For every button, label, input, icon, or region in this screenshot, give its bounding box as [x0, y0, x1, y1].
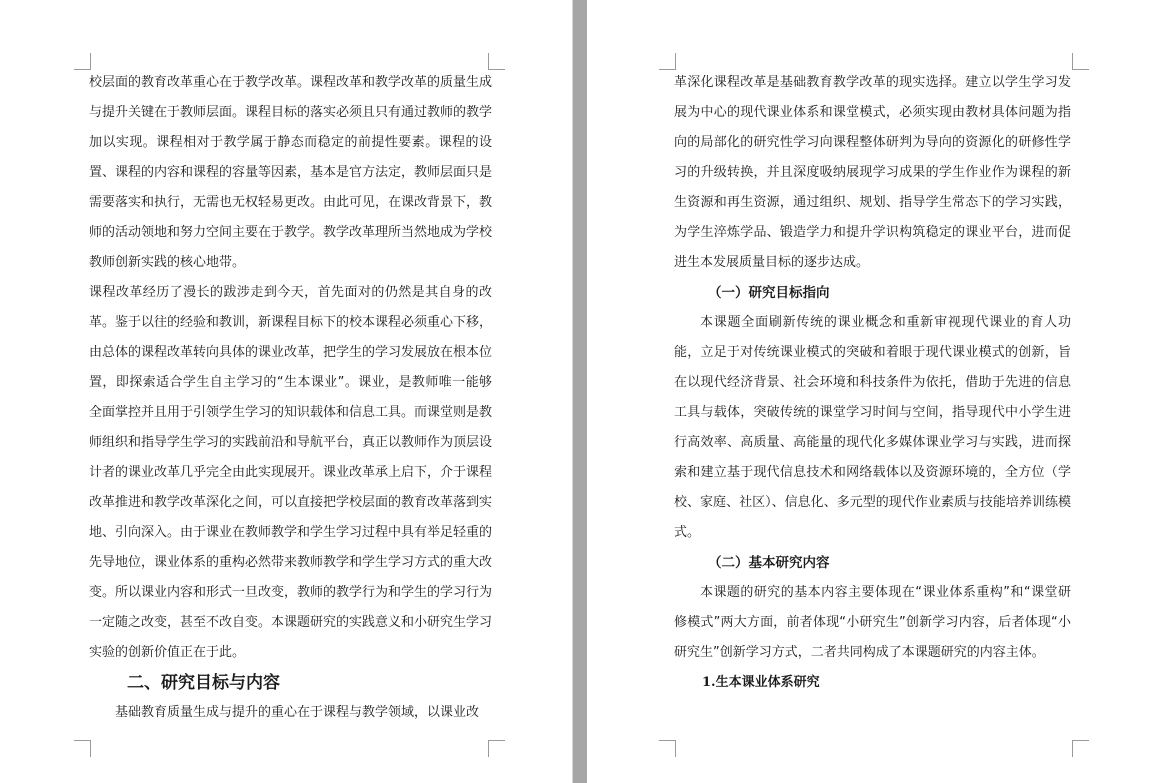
page-gutter — [573, 0, 587, 783]
section-heading: 二、研究目标与内容 — [127, 673, 280, 693]
paragraph: 本课题的研究的基本内容主要体现在“课业体系重构”和“课堂研修模式”两大方面，前者体现“小研究生”创新学习内容，后者体现“小研究生”创新学习方式，二者共同构成了本课题研究的内容主体。 — [674, 585, 1071, 660]
margin-corner-top-right — [1072, 53, 1089, 70]
margin-corner-bottom-left — [74, 740, 91, 757]
paragraph: 课程改革经历了漫长的跋涉走到今天，首先面对的仍然是其自身的改革。鉴于以往的经验和教训，新课程目标下的校本课程必须重心下移，由总体的课程改革转向具体的课业改革，把学生的学习发展放在根本位置，即探索适合学生自主学习的“生本课业”。课业，是教师唯一能够全面掌控并且用于引领学生学习的知识载体和信息工具。而课堂则是教师组织和指导学生学习的实践前沿和导航平台，真正以教师作为顶层设计者的课业改革几乎完全由此实现展开。课业改革承上启下，介于课程改革推进和教学改革深化之间，可以直接把学校层面的教育改革落到实地、引向深入。由于课业在教师教学和学生学习过程中具有举足轻重的先导地位，课业体系的重构必然带来教师教学和学生学习方式的重大改变。所以课业内容和形式一旦改变，教师的教学行为和学生的学习行为一定随之改变，甚至不改自变。本课题研究的实践意义和小研究生学习实验的创新价值正在于此。 — [89, 285, 493, 660]
left-page — [0, 0, 573, 783]
paragraph: 校层面的教育改革重心在于教学改革。课程改革和教学改革的质量生成与提升关键在于教师层面。课程目标的落实必须且只有通过教师的教学加以实现。课程相对于教学属于静态而稳定的前提性要素。课程的设置、课程的内容和课程的容量等因素，基本是官方法定，教师层面只是需要落实和执行，无需也无权轻易更改。由此可见，在课改背景下，教师的活动领地和努力空间主要在于教学。教学改革理所当然地成为学校教师创新实践的核心地带。 — [89, 75, 493, 270]
right-page-body — [674, 68, 1071, 698]
margin-corner-bottom-right — [488, 740, 505, 757]
sub-subsection-heading: 1.生本课业体系研究 — [702, 675, 820, 690]
margin-corner-bottom-left — [659, 740, 676, 757]
margin-corner-bottom-right — [1072, 740, 1089, 757]
paragraph: 革深化课程改革是基础教育教学改革的现实选择。建立以学生学习发展为中心的现代课业体系和课堂模式，必须实现由教材具体问题为指向的局部化的研究性学习向课程整体研判为导向的资源化的研修性学习的升级转换，并且深度吸纳展现学习成果的学生作业作为课程的新生资源和再生资源，通过组织、规划、指导学生常态下的学习实践，为学生淬炼学品、锻造学力和提升学识构筑稳定的课业平台，进而促进生本发展质量目标的逐步达成。 — [674, 75, 1071, 270]
left-page-body — [89, 68, 492, 728]
paragraph: 基础教育质量生成与提升的重心在于课程与教学领域，以课业改 — [115, 705, 480, 720]
subsection-heading: （二）基本研究内容 — [708, 555, 830, 571]
right-page — [587, 0, 1159, 783]
subsection-heading: （一）研究目标指向 — [708, 285, 830, 301]
paragraph: 本课题全面刷新传统的课业概念和重新审视现代课业的育人功能，立足于对传统课业模式的突破和着眼于现代课业模式的创新，旨在以现代经济背景、社会环境和科技条件为依托，借助于先进的信息工具与载体，突破传统的课堂学习时间与空间，指导现代中小学生进行高效率、高质量、高能量的现代化多媒体课业学习与实践，进而探索和建立基于现代信息技术和网络载体以及资源环境的，全方位（学校、家庭、社区）、信息化、多元型的现代作业素质与技能培养训练模式。 — [674, 315, 1071, 540]
